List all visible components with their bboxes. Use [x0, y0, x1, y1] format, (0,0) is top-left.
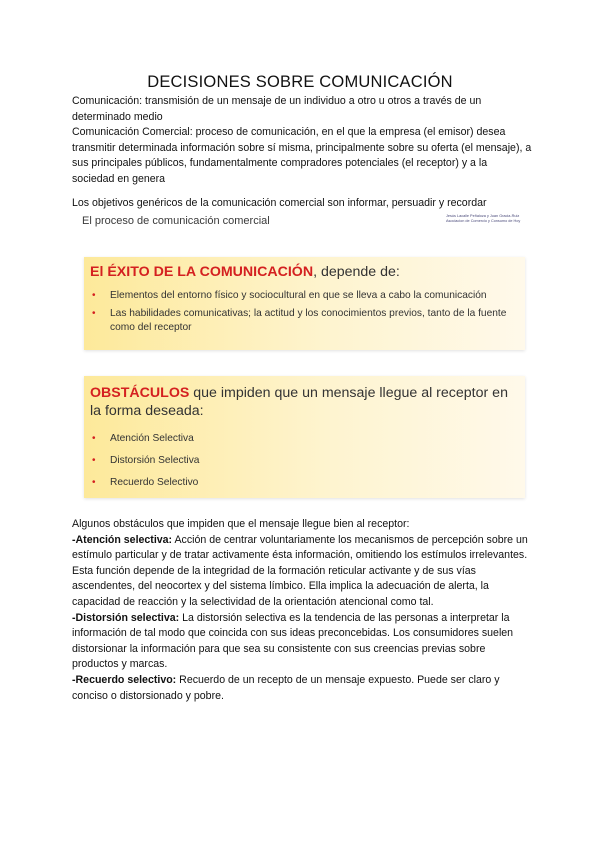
success-bullet-list [90, 289, 520, 339]
obstacles-explanation [72, 517, 534, 704]
slide-heading: El proceso de comunicación comercial [82, 215, 270, 227]
bullet-text: Distorsión Selectiva [110, 455, 200, 466]
bullet-icon: • [92, 455, 96, 466]
list-item [90, 432, 520, 447]
term-label: -Atención selectiva: [72, 533, 173, 546]
obstacles-box-title [90, 384, 510, 420]
bullet-text: Elementos del entorno físico y sociocultural en que se lleva a cabo la comunicación [110, 290, 487, 301]
bullet-icon: • [92, 433, 96, 444]
list-item [90, 289, 520, 304]
list-item [90, 307, 520, 336]
recall-selective-paragraph [72, 673, 534, 704]
success-box-title-rest: , depende de: [313, 264, 400, 280]
bullet-text: Recuerdo Selectivo [110, 477, 199, 488]
term-label: -Recuerdo selectivo: [72, 673, 177, 686]
list-item [90, 476, 520, 491]
success-box [84, 257, 525, 350]
term-label: -Distorsión selectiva: [72, 611, 180, 624]
page-title: DECISIONES SOBRE COMUNICACIÓN [147, 73, 453, 91]
embedded-slide [72, 210, 534, 506]
intro-objectives: Los objetivos genéricos de la comunicación comercial son informar, persuadir y recordar [72, 197, 487, 209]
bullet-text: Atención Selectiva [110, 433, 194, 444]
intro-definition-commercial: Comunicación Comercial: proceso de comunicación, en el que la empresa (el emisor) desea transmitir determinada información sobre sí misma, principalmente sobre su oferta (el mensaje), a sus principales públicos, fundamentalmente compradores potenciales (el receptor) y a la sociedad en genera [72, 126, 532, 185]
obstacles-box [84, 376, 525, 498]
term-text: La distorsión selectiva es la tendencia de las personas a interpretar la información de tal modo que coincida con sus ideas preconcebidas. Los consumidores suelen distorsionar la información para que sea su consistente con sus creencias previas sobre productos y marcas. [72, 611, 514, 671]
obstacles-box-title-rest: que impiden que un mensaje llegue al receptor en la forma deseada: [90, 385, 508, 419]
success-box-title [90, 263, 400, 281]
explanation-lead: Algunos obstáculos que impiden que el mensaje llegue bien al receptor: [72, 518, 410, 530]
bullet-icon: • [92, 307, 96, 319]
distortion-selective-paragraph [72, 611, 534, 673]
obstacles-bullet-list [90, 432, 520, 498]
term-text: Recuerdo de un recepto de un mensaje expuesto. Puede ser claro y conciso o distorsionado y pobre. [72, 673, 500, 702]
obstacles-box-title-highlight: OBSTÁCULOS [90, 385, 190, 401]
bullet-icon: • [92, 477, 96, 488]
bullet-icon: • [92, 290, 96, 301]
intro-definition-communication: Comunicación: transmisión de un mensaje de un individuo a otro u otros a través de un determinado medio [72, 95, 482, 123]
term-text: Acción de centrar voluntariamente los mecanismos de percepción sobre un estímulo particular y de tratar activamente ésta información, omitiendo los estímulos irrelevantes. Esta función depende de la integridad de la formación reticular activante y de sus vías ascendentes, del neocortex y del sistema límbico. Ella implica la adecuación de alerta, la capacidad de reacción y la selectividad de la orientación atencional como tal. [72, 533, 528, 608]
success-box-title-highlight: El ÉXITO DE LA COMUNICACIÓN [90, 264, 314, 280]
bullet-text: Las habilidades comunicativas; la actitud y los conocimientos previos, tanto de la fuente como del receptor [110, 307, 507, 333]
slide-reference: Jesús Lacalle Peñaloza y Juan Gracia-Ruiz Asociacion de Comercio y Consumo de Hoy [446, 214, 521, 223]
attention-selective-paragraph [72, 533, 534, 611]
list-item [90, 454, 520, 469]
